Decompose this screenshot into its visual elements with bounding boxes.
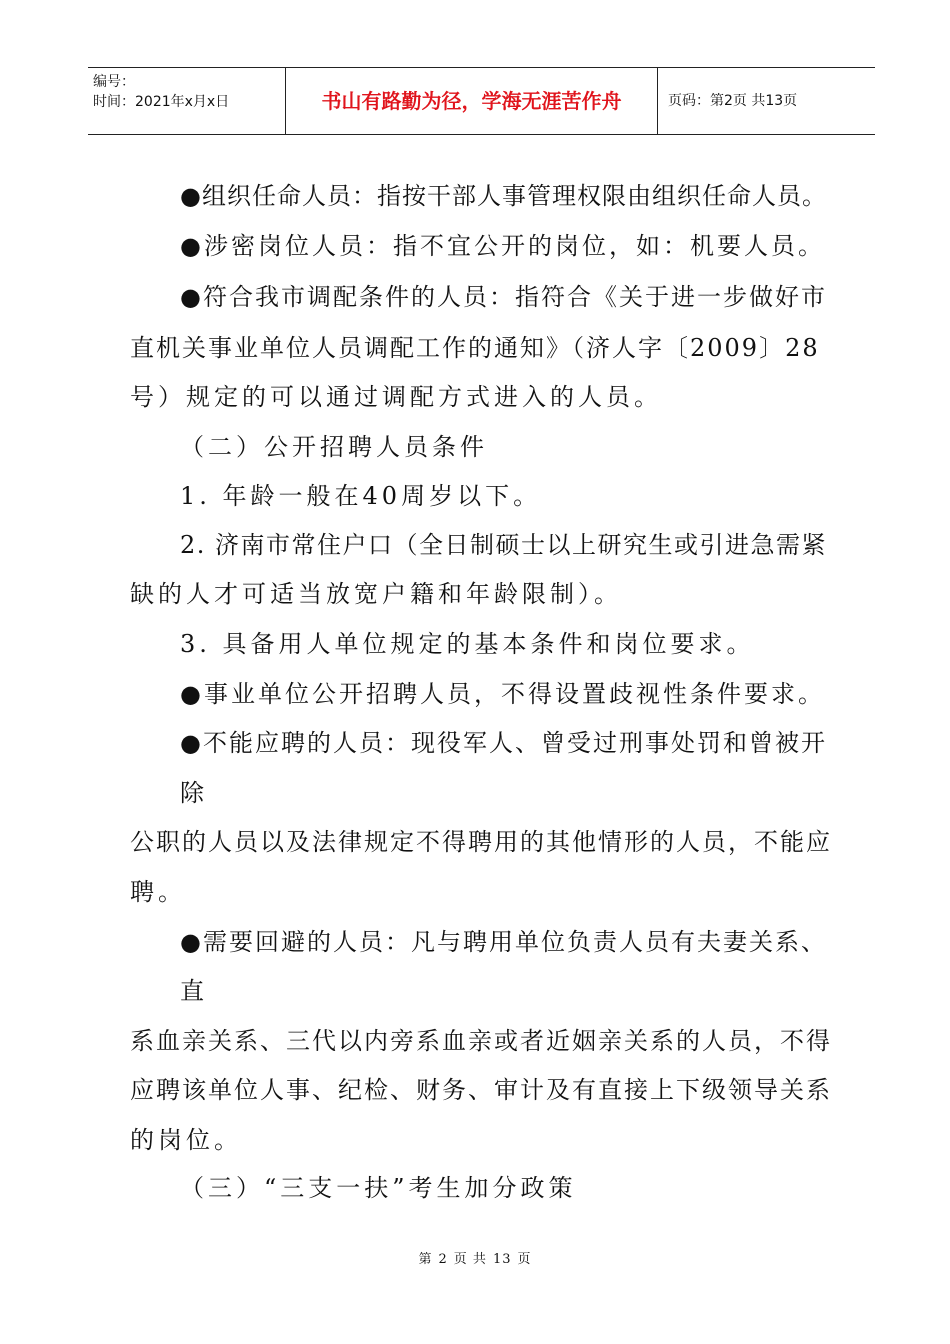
body-line: 聘。 [130,878,186,906]
footer-total-pages: 13 [492,1252,512,1267]
footer-prefix: 第 [418,1252,433,1267]
body-line: 缺的人才可适当放宽户籍和年龄限制）。 [130,580,622,608]
body-line: 系血亲关系、三代以内旁系血亲或者近姻亲关系的人员，不得 [130,1027,832,1055]
footer-mid: 页 共 [453,1252,487,1267]
body-line: （二）公开招聘人员条件 [180,433,488,461]
header-meta-cell [88,68,285,134]
header-page-info: 页码：第2页 共13页 [668,93,798,109]
page-footer [0,1248,950,1267]
number-label: 编号： [93,74,135,90]
body-line: 公职的人员以及法律规定不得聘用的其他情形的人员，不能应 [130,828,832,856]
footer-suffix: 页 [517,1252,532,1267]
body-line: ●需要回避的人员：凡与聘用单位负责人员有夫妻关系、 [180,928,827,956]
body-line: 3. 具备用人单位规定的基本条件和岗位要求。 [180,630,755,658]
body-line: 除 [180,779,208,807]
body-line: 应聘该单位人事、纪检、财务、审计及有直接上下级领导关系 [130,1076,832,1104]
body-line: 直机关事业单位人员调配工作的通知》（济人字〔2009〕28 [130,334,820,362]
body-line: 号）规定的可以通过调配方式进入的人员。 [130,383,662,411]
time-label: 时间：2021年x月x日 [93,94,230,110]
body-line: （三）“三支一扶”考生加分政策 [180,1174,577,1202]
body-line: ●不能应聘的人员：现役军人、曾受过刑事处罚和曾被开 [180,729,827,757]
body-line: ●组织任命人员：指按干部人事管理权限由组织任命人员。 [180,182,827,210]
body-line: 2. 济南市常住户口（全日制硕士以上研究生或引进急需紧 [180,531,828,559]
body-line: ●符合我市调配条件的人员：指符合《关于进一步做好市 [180,283,827,311]
body-line: 直 [180,977,208,1005]
body-line: ●事业单位公开招聘人员，不得设置歧视性条件要求。 [180,680,825,708]
page-header [88,67,875,135]
footer-page-number: 2 [438,1252,448,1267]
header-motto: 书山有路勤为径，学海无涯苦作舟 [285,68,658,134]
body-line: 的岗位。 [130,1126,242,1154]
body-line: ●涉密岗位人员：指不宜公开的岗位，如：机要人员。 [180,232,825,260]
body-line: 1. 年龄一般在40周岁以下。 [180,482,542,510]
